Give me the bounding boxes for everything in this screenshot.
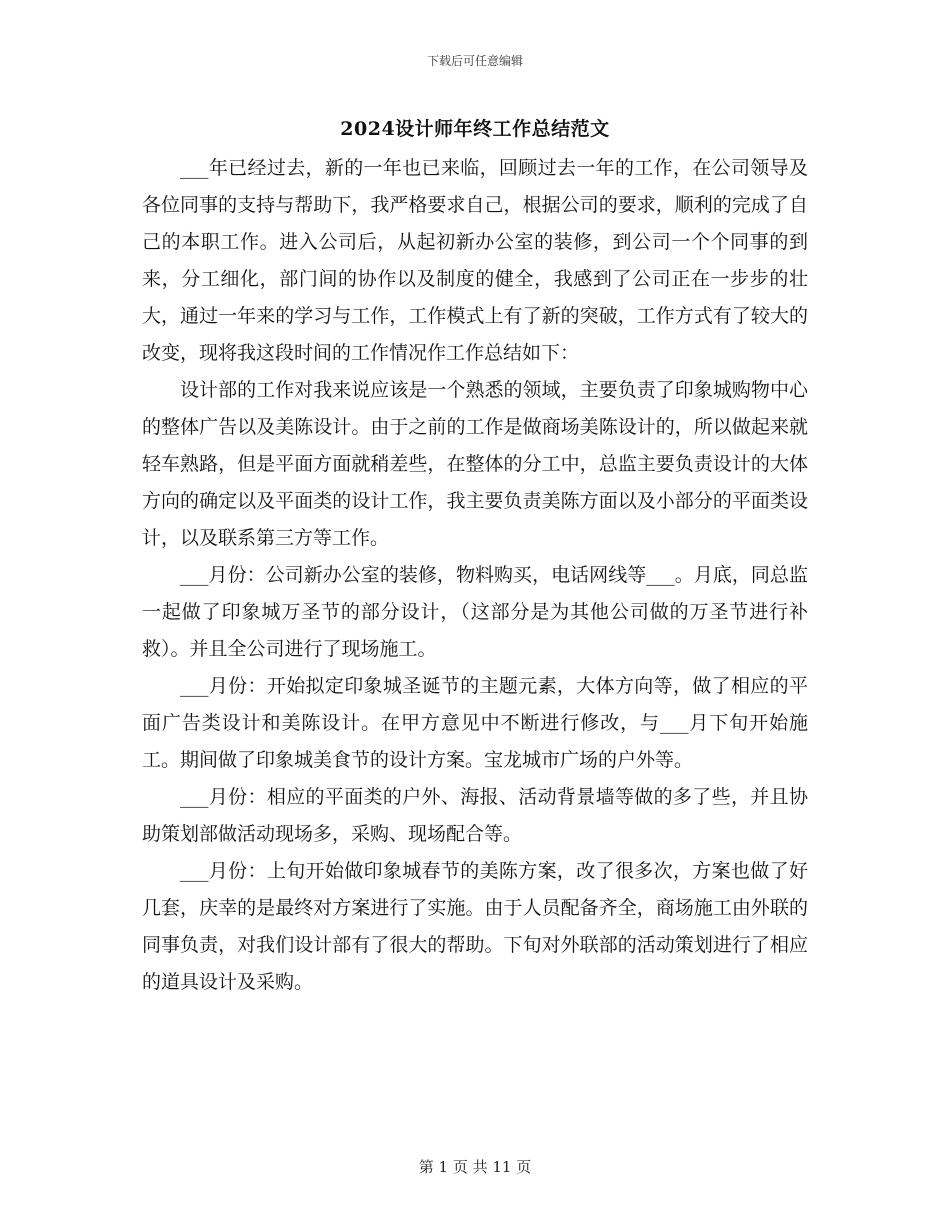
document-body	[142, 150, 808, 1001]
paragraph-month-3: ___月份：相应的平面类的户外、海报、活动背景墙等做的多了些，并且协助策划部做活动现场多，采购、现场配合等。	[142, 786, 808, 845]
paragraph-month-2: ___月份：开始拟定印象城圣诞节的主题元素，大体方向等，做了相应的平面广告类设计和美陈设计。在甲方意见中不断进行修改，与___月下旬开始施工。期间做了印象城美食节的设计方案。宝龙城市广场的户外等。	[142, 675, 808, 771]
paragraph-design-dept: 设计部的工作对我来说应该是一个熟悉的领域，主要负责了印象城购物中心的整体广告以及美陈设计。由于之前的工作是做商场美陈设计的，所以做起来就轻车熟路，但是平面方面就稍差些，在整体的分工中，总监主要负责设计的大体方向的确定以及平面类的设计工作，我主要负责美陈方面以及小部分的平面类设计，以及联系第三方等工作。	[142, 379, 808, 549]
page-number: 第 1 页 共 11 页	[418, 1158, 532, 1176]
document-title: 2024设计师年终工作总结范文	[340, 118, 610, 140]
paragraph-intro: ___年已经过去，新的一年也已来临，回顾过去一年的工作，在公司领导及各位同事的支持与帮助下，我严格要求自己，根据公司的要求，顺利的完成了自己的本职工作。进入公司后，从起初新办公室的装修，到公司一个个同事的到来，分工细化，部门间的协作以及制度的健全，我感到了公司正在一步步的壮大，通过一年来的学习与工作，工作模式上有了新的突破，工作方式有了较大的改变，现将我这段时间的工作情况作工作总结如下：	[142, 157, 808, 364]
paragraph-month-4: ___月份：上旬开始做印象城春节的美陈方案，改了很多次，方案也做了好几套，庆幸的是最终对方案进行了实施。由于人员配备齐全，商场施工由外联的同事负责，对我们设计部有了很大的帮助。下旬对外联部的活动策划进行了相应的道具设计及采购。	[142, 860, 808, 993]
paragraph-month-1: ___月份：公司新办公室的装修，物料购买，电话网线等___。月底，同总监一起做了印象城万圣节的部分设计，（这部分是为其他公司做的万圣节进行补救）。并且全公司进行了现场施工。	[142, 564, 808, 660]
page-header-note: 下载后可任意编辑	[426, 54, 523, 68]
